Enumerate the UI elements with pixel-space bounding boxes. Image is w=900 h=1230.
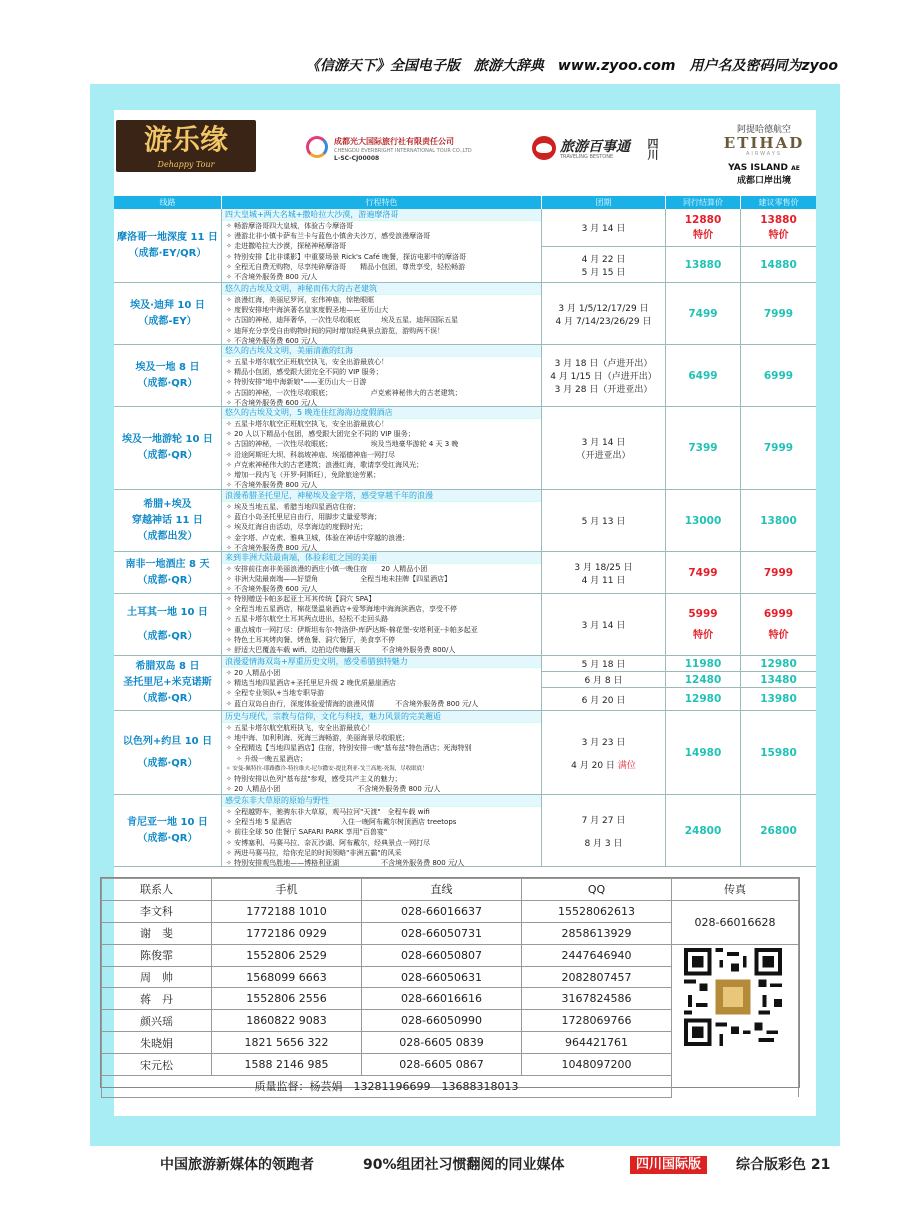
brand1-text: 游乐缘	[143, 123, 228, 156]
table-row	[114, 594, 816, 656]
route-features: 悠久的古埃及文明，5 晚连住红海海边度假酒店 ✧ 五星卡塔尔航空正班航空执飞，安全出游最放心！ ✧ 20 人以下精品小包团，感受跟大团完全不同的 VIP 服务； ✧ 古国的神秘，一次性尽收眼底； 埃及当地豪华游轮 4 天 3 晚 ✧ 沿途阿斯旺大坝、科翁坡神庙、埃福德神庙一网打尽 ✧ 卢克索神秘伟大的古老建筑；浪漫红海，歌请享受红海风光； ✧ 增加一段内飞（开罗-阿斯旺），免除旅途劳累； ✧ 不含境外服务费 800 元/人	[222, 407, 542, 489]
edition-tag: 四川国际版	[630, 1156, 707, 1174]
table-row	[114, 209, 816, 283]
quality-supervision: 质量监督：杨芸娟 13281196699 13688318013	[102, 1076, 672, 1098]
header-dates: 团期	[542, 196, 666, 209]
retail-price: 12980 13480 13980	[741, 656, 816, 710]
route-name: 希腊双岛 8 日 圣托里尼+米克诺斯 （成都·QR）	[114, 656, 222, 710]
route-features: 悠久的古埃及文明，神秘而伟大的古老建筑 ✧ 浪漫红海，美丽尼罗河，宏伟神庙，惊艳眼眶 ✧ 度假安排地中海滨著名皇家度假圣地——亚历山大 ✧ 古国的神秘，迪拜奢华，一次性尽收眼底 埃及五星、迪拜国际五星 ✧ 迪拜充分享受自由购物时间的同时增加经典景点游览，游购两不误！ ✧ 不含境外服务费 600 元/人	[222, 283, 542, 344]
youleyuan-logo	[116, 120, 256, 172]
contact-row: 颜兴瑶 1860822 9083 028-66050990 1728069766	[102, 1010, 799, 1032]
table-header	[114, 196, 816, 209]
contact-row: 谢 斐 1772186 0929 028-66050731 2858613929	[102, 922, 799, 944]
table-row	[114, 407, 816, 490]
bestone-region: 四川	[646, 138, 659, 160]
route-features: 悠久的古埃及文明，美丽清澈的红海 ✧ 五星卡塔尔航空正班航空执飞，安全出游最放心！ ✧ 精品小包团，感受跟大团完全不同的 VIP 服务； ✧ 特别安排"地中海新娘"——亚历山大一日游 ✧ 古国的神秘，一次性尽收眼底； 卢克索神秘伟大的古老建筑； ✧ 不含境外服务费 600 元/人	[222, 345, 542, 406]
table-row	[114, 711, 816, 795]
route-dates: 7 月 27 日 8 月 3 日	[542, 795, 666, 866]
route-dates: 5 月 18 日 6 月 8 日 6 月 20 日	[542, 656, 666, 710]
contact-row: 朱晓娟 1821 5656 322 028-6605 0839 964421761	[102, 1032, 799, 1054]
contact-header: 联系人	[102, 879, 212, 901]
qr-code-icon[interactable]	[683, 948, 783, 1046]
trade-price: 11980 12480 12980	[666, 656, 741, 710]
retail-price: 15980	[760, 746, 797, 759]
bestone-en: TRAVELING BESTONE	[560, 154, 614, 160]
retail-price: 13800	[760, 514, 797, 527]
contact-header: QQ	[522, 879, 672, 901]
edition-label: 综合版彩色 21	[736, 1157, 831, 1173]
route-dates: 3 月 14 日	[542, 594, 666, 655]
route-name: 摩洛哥一地深度 11 日 （成都·EY/QR）	[114, 209, 222, 282]
trade-price: 24800	[666, 795, 741, 866]
route-features: 历史与现代，宗教与信仰，文化与科技，魅力风景的完美邂逅 ✧ 五星卡塔尔航空航班执飞，安全出游最放心！ ✧ 地中海、加利利海、死海三海畅游，美丽海景尽收眼底； ✧ 全程精选【当地四星酒店】住宿，特别安排一晚"基布兹"特色酒店；死海特别 ✧ 升级一晚五星酒店； ✧ 安曼-佩特拉-耶路撒冷-特拉维夫-尼尔撒安-提比利亚-戈兰高地-死海，尽收眼底！ ✧ 特别安排以色列"基布兹"参观，感受共产主义的魅力； ✧ 20 人精品小团 不含境外服务费 800 元/人	[222, 711, 542, 794]
route-dates: 3 月 18/25 日 4 月 11 日	[542, 552, 666, 593]
trade-price: 13000	[666, 490, 741, 551]
contact-row: 李文科 1772188 1010 028-66016637 15528062613 028-66016628	[102, 900, 799, 922]
contact-header-row	[102, 879, 799, 901]
retail-price: 7999	[763, 566, 794, 579]
route-dates: 3 月 1/5/12/17/29 日 4 月 7/14/23/26/29 日	[542, 283, 666, 344]
everbright-license: L-SC-CJ00008	[334, 155, 380, 162]
route-dates: 3 月 14 日 4 月 22 日 5 月 15 日	[542, 209, 666, 282]
contact-row: 宋元松 1588 2146 985 028-6605 0867 1048097200	[102, 1054, 799, 1076]
route-name: 南非一地酒庄 8 天 （成都·QR）	[114, 552, 222, 593]
route-features: 四大皇城+两大名城+撒哈拉大沙漠，游遍摩洛哥 ✧ 畅游摩洛哥四大皇城，体验古今摩洛哥 ✧ 漫游北非小镇卡萨布兰卡与蓝色小镇舍夫沙万，感受浪漫摩洛哥 ✧ 走进撒哈拉大沙漠，探秘神秘摩洛哥 ✧ 特别安排【北非谍影】中重要场景 Rick's Café 晚餐，探访电影中的摩洛哥 ✧ 全程无自费无购物，尽享纯碎摩洛哥 精品小包团，尊贵享受，轻松畅游 ✧ 不含境外服务费 800 元/人	[222, 209, 542, 282]
route-name: 以色列+约旦 10 日 （成都·QR）	[114, 711, 222, 794]
retail-price: 6999	[763, 369, 794, 382]
contact-row: 蒋 丹 1552806 2556 028-66016616 3167824586	[102, 988, 799, 1010]
brand1-sub: Dehappy Tour	[157, 160, 215, 169]
trade-price: 7499	[666, 552, 741, 593]
page-footer	[0, 1152, 900, 1178]
footer-slogan-2: 90%组团社习惯翻阅的同业媒体	[363, 1157, 565, 1173]
contact-header: 传真	[672, 879, 799, 901]
airline-cn: 阿提哈德航空	[736, 125, 791, 135]
route-name: 埃及一地 8 日 （成都·QR）	[114, 345, 222, 406]
table-row	[114, 345, 816, 407]
contact-row: 周 帅 1568099 6663 028-66050631 2082807457	[102, 966, 799, 988]
header-route: 线路	[114, 196, 222, 209]
retail-price: 26800	[760, 824, 797, 837]
retail-price: 7999	[763, 307, 794, 320]
route-dates: 5 月 13 日	[542, 490, 666, 551]
yas-island: YAS ISLAND AE	[728, 163, 800, 173]
contact-header: 手机	[212, 879, 362, 901]
table-row	[114, 283, 816, 345]
route-name: 希腊+埃及 穿越神话 11 日 （成都出发）	[114, 490, 222, 551]
route-table	[114, 196, 816, 867]
contact-header: 直线	[362, 879, 522, 901]
everbright-name: 成都光大国际旅行社有限责任公司	[334, 137, 454, 146]
bestone-name: 旅游百事通	[560, 139, 630, 155]
route-dates: 3 月 23 日 4 月 20 日 满位	[542, 711, 666, 794]
route-features: 浪漫爱情海双岛+厚重历史文明，感受希腊独特魅力 ✧ 20 人精品小团 ✧ 精选当地四星酒店+圣托里尼升级 2 晚优质悬崖酒店 ✧ 全程专业领队+当地专职导游 ✧ 蓝白双岛自由行，深度体验爱情海的浪漫风情 不含境外服务费 800 元/人	[222, 656, 542, 710]
trade-price: 7499	[666, 283, 741, 344]
route-features: 感受东非大草原的原始与野性 ✧ 全程越野车，驰骋东非大草原，观马拉河"天渡" 全程车载 wifi ✧ 全程当地 5 星酒店 入住一晚阿布戴尔树顶酒店 treetops ✧ 前往全球 50 佳餐厅 SAFARI PARK 享用"百兽宴" ✧ 安博塞利、马赛马拉、奈瓦沙湖、阿布戴尔，经典景点一网打尽 ✧ 两进马赛马拉，给你充足的时间领略"非洲五霸"的风采 ✧ 特别安排观鸟胜地——博格利亚湖 不含境外服务费 800 元/人	[222, 795, 542, 866]
everbright-logo	[306, 134, 506, 160]
table-row	[114, 795, 816, 867]
route-features: 来到非洲大陆最南端，体验彩虹之国的美丽 ✧ 安排前往南非美丽浪漫的酒庄小镇一晚住宿 20 人精品小团 ✧ 非洲大陆最南端——好望角 全程当地未挂牌【四星酒店】 ✧ 不含境外服务费 600 元/人	[222, 552, 542, 593]
route-dates: 3 月 18 日（卢进开出） 4 月 1/15 日（卢进开出） 3 月 28 日（开进亚出）	[542, 345, 666, 406]
contact-table	[100, 877, 800, 1094]
everbright-en: CHENGDU EVERBRIGHT INTERNATIONAL TOUR CO.,LTD	[334, 148, 472, 154]
route-name: 埃及·迪拜 10 日 （成都-EY）	[114, 283, 222, 344]
table-row	[114, 656, 816, 711]
retail-price: 6999 特价	[763, 608, 794, 641]
footer-slogan-1: 中国旅游新媒体的领跑者	[160, 1157, 314, 1173]
table-row	[114, 552, 816, 594]
trade-price: 5999 特价	[666, 594, 741, 655]
trade-price: 12880 特价 13880	[666, 209, 741, 282]
retail-price: 7999	[763, 442, 794, 454]
route-name: 土耳其一地 10 日 （成都·QR）	[114, 594, 222, 655]
header-retail-price: 建议零售价	[758, 198, 799, 207]
route-name: 埃及一地游轮 10 日 （成都·QR）	[114, 407, 222, 489]
fax-number: 028-66016628	[672, 900, 799, 944]
top-banner: 《信游天下》全国电子版 旅游大辞典 www.zyoo.com 用户名及密码同为zyoo	[305, 58, 838, 74]
contact-row: 陈俊霏 1552806 2529 028-66050807 2447646940	[102, 944, 799, 966]
header-feature: 行程特色	[222, 196, 542, 209]
table-row	[114, 490, 816, 552]
retail-price: 13880 特价 14880	[741, 209, 816, 282]
route-dates: 3 月 14 日 （开进亚出）	[542, 407, 666, 489]
route-features: 浪漫希腊圣托里尼，神秘埃及金字塔，感受穿越千年的浪漫 ✧ 埃及当地五星、希腊当地四星酒店住宿； ✧ 蓝白小岛圣托里尼自由行，用脚步丈量爱琴海； ✧ 埃及红海自由活动，尽享海边的度假时光； ✧ 金字塔、卢克索、雅典卫城，体验在神话中穿越的浪漫； ✧ 不含境外服务费 800 元/人	[222, 490, 542, 551]
bestone-logo	[532, 136, 672, 162]
departure-label: 成都口岸出境	[736, 176, 791, 186]
everbright-mark-icon	[306, 136, 328, 158]
airline-en: ETIHAD	[723, 134, 805, 152]
trade-price: 7399	[666, 407, 741, 489]
trade-price: 6499	[666, 345, 741, 406]
route-name: 肯尼亚一地 10 日 （成都·QR）	[114, 795, 222, 866]
trade-price: 14980	[666, 711, 741, 794]
etihad-logo	[714, 122, 814, 186]
route-features: ✧ 特别赠送卡帕多起亚土耳其传统【洞穴 SPA】 ✧ 全程当地五星酒店，棉花堡温泉酒店+爱琴海地中海海滨酒店，享受不停 ✧ 五星卡塔尔航空土耳其两点进出，轻松不走回头路 ✧ 重点城市一网打尽：伊斯坦布尔-特洛伊-库萨达斯-棉花堡-安塔利亚-卡帕多起亚 ✧ 特色土耳其烤肉餐、烤鱼餐、洞穴餐厅，美食享不停 ✧ 舒适大巴覆盖车载 wifi、边拍边传嗨翻天 不含境外服务费 800/人	[222, 594, 542, 655]
logo-strip	[114, 110, 816, 196]
airline-sub: AIRWAYS	[745, 151, 783, 157]
bestone-mark-icon	[532, 136, 556, 160]
header-trade-price: 同行结算价	[666, 196, 741, 209]
